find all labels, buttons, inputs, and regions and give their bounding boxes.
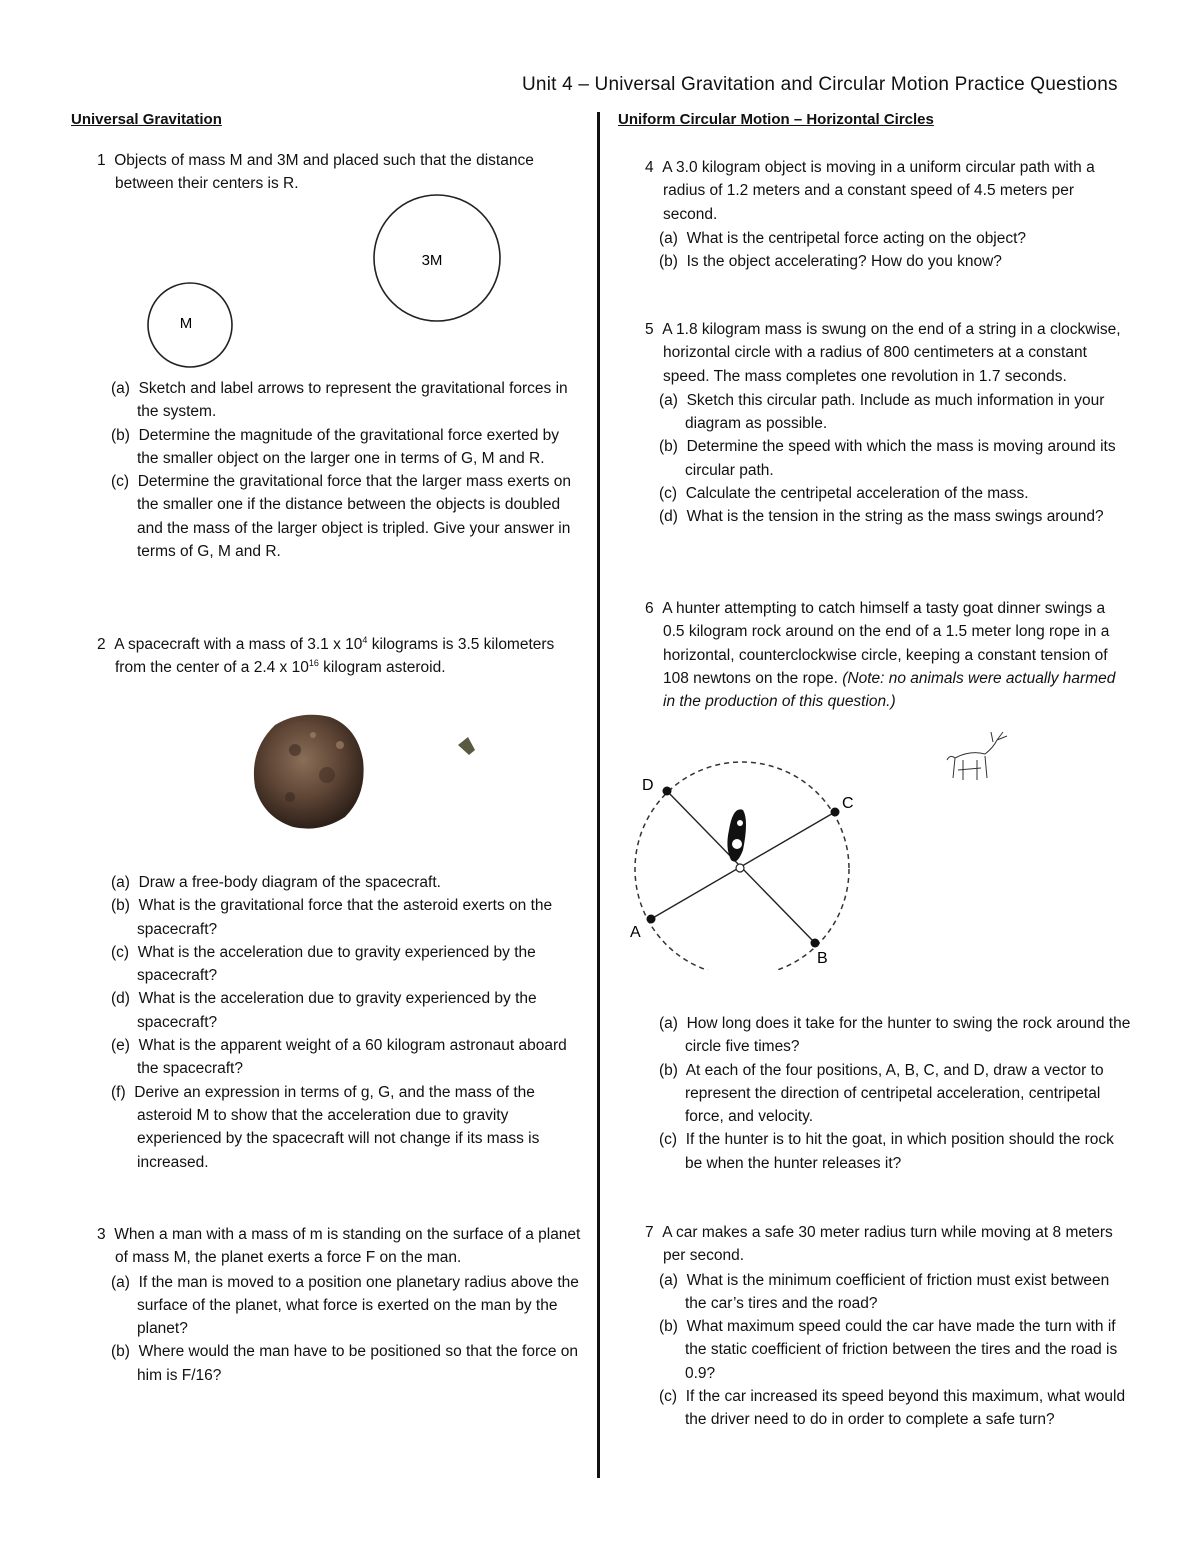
question-number: 7 bbox=[645, 1224, 654, 1241]
part-label: (c) bbox=[111, 943, 130, 961]
point-c-dot bbox=[831, 808, 840, 817]
question-number: 4 bbox=[645, 159, 654, 176]
large-mass-label: 3M bbox=[421, 252, 443, 269]
part-label: (e) bbox=[111, 1037, 130, 1055]
question-1-parts bbox=[99, 377, 581, 563]
part-label: (b) bbox=[659, 1318, 678, 1336]
part-label: (b) bbox=[111, 897, 130, 915]
spacecraft-image bbox=[458, 737, 475, 755]
part-label: (b) bbox=[659, 438, 678, 456]
point-b-dot bbox=[811, 939, 820, 948]
part-text: What is the gravitational force that the asteroid exerts on the spacecraft? bbox=[137, 897, 553, 938]
question-stem: A 1.8 kilogram mass is swung on the end of a string in a clockwise, horizontal circle with a radius of 800 centimeters at a constant speed. The mass completes one revolution in 1.7 seconds. bbox=[662, 321, 1121, 385]
exponent: 4 bbox=[362, 635, 368, 645]
point-a-label: A bbox=[630, 924, 641, 941]
part-label: (b) bbox=[659, 253, 678, 271]
question-number: 1 bbox=[97, 152, 106, 169]
point-d-dot bbox=[663, 787, 672, 796]
part-label: (a) bbox=[111, 380, 130, 397]
question-7 bbox=[645, 1221, 1133, 1432]
part-label: (a) bbox=[659, 391, 678, 409]
part-text: Draw a free-body diagram of the spacecraft. bbox=[138, 874, 441, 891]
section-heading-circular-motion: Uniform Circular Motion – Horizontal Circles bbox=[618, 111, 934, 128]
small-mass-label: M bbox=[179, 315, 193, 332]
circle-positions-diagram bbox=[625, 720, 1025, 970]
part-label: (c) bbox=[659, 1388, 678, 1406]
part-text: Determine the magnitude of the gravitational force exerted by the smaller object on the larger one in terms of G, M and R. bbox=[137, 426, 560, 467]
part-text: If the man is moved to a position one planetary radius above the surface of the planet, what force is exerted on the man by the planet? bbox=[137, 1273, 579, 1338]
part-label: (a) bbox=[111, 1273, 130, 1291]
part-label: (d) bbox=[111, 990, 130, 1008]
part-text: Where would the man have to be positioned so that the force on him is F/16? bbox=[137, 1343, 579, 1384]
part-text: Derive an expression in terms of g, G, and the mass of the asteroid M to show that the acceleration due to gravity experienced by the spacecraft will not change if its mass is increased. bbox=[134, 1083, 540, 1171]
part-text: Sketch and label arrows to represent the gravitational forces in the system. bbox=[137, 380, 568, 421]
section-heading-universal-gravitation: Universal Gravitation bbox=[71, 111, 222, 128]
question-stem: A spacecraft with a mass of 3.1 x 10 bbox=[114, 636, 363, 653]
part-text: What is the acceleration due to gravity experienced by the spacecraft? bbox=[137, 990, 537, 1031]
part-label: (d) bbox=[659, 508, 678, 526]
column-divider bbox=[597, 112, 600, 1478]
part-label: (c) bbox=[659, 485, 678, 503]
asteroid-spacecraft-figure bbox=[245, 705, 495, 840]
point-d-label: D bbox=[642, 777, 654, 794]
center-pivot bbox=[736, 864, 744, 872]
part-label: (a) bbox=[659, 1271, 678, 1289]
question-stem-cont: kilograms is 3.5 kilometers from the center of a 2.4 x 10 bbox=[115, 636, 555, 677]
part-label: (a) bbox=[111, 874, 130, 891]
question-stem: Objects of mass M and 3M and placed such that the distance between their centers is R. bbox=[114, 152, 534, 193]
part-text: What maximum speed could the car have made the turn with if the static coefficient of friction between the tires and the road is 0.9? bbox=[685, 1318, 1118, 1382]
part-text: Calculate the centripetal acceleration of the mass. bbox=[685, 485, 1029, 503]
part-label: (f) bbox=[111, 1083, 126, 1101]
part-text: What is the apparent weight of a 60 kilogram astronaut aboard the spacecraft? bbox=[137, 1037, 567, 1078]
part-text: At each of the four positions, A, B, C, and D, draw a vector to represent the direction of centripetal acceleration, centripetal force, and velocity. bbox=[685, 1061, 1104, 1126]
question-3 bbox=[97, 1223, 581, 1387]
point-c-label: C bbox=[842, 795, 854, 812]
question-6-parts bbox=[645, 1012, 1133, 1175]
part-text: What is the tension in the string as the mass swings around? bbox=[686, 508, 1104, 526]
question-4 bbox=[645, 156, 1130, 273]
goat-icon bbox=[947, 732, 1007, 780]
part-text: What is the centripetal force acting on the object? bbox=[686, 229, 1027, 247]
question-number: 6 bbox=[645, 600, 654, 617]
part-text: What is the acceleration due to gravity experienced by the spacecraft? bbox=[137, 943, 536, 985]
question-stem-end: kilogram asteroid. bbox=[318, 659, 446, 677]
question-number: 2 bbox=[97, 636, 106, 653]
part-text: Is the object accelerating? How do you know? bbox=[686, 253, 1002, 271]
question-stem: A hunter attempting to catch himself a tasty goat dinner swings a 0.5 kilogram rock around on the end of a 1.5 meter long rope in a horizontal, counterclockwise circle, keeping a constant tension of 108 newtons on the rope. bbox=[662, 600, 1110, 687]
hunter-icon bbox=[727, 809, 746, 861]
point-b-label: B bbox=[817, 950, 828, 967]
page-title: Unit 4 – Universal Gravitation and Circular Motion Practice Questions bbox=[522, 74, 1118, 95]
part-label: (b) bbox=[111, 1343, 130, 1361]
asteroid-image bbox=[254, 715, 364, 829]
question-2 bbox=[97, 633, 577, 681]
part-text: If the car increased its speed beyond this maximum, what would the driver need to do in order to complete a safe turn? bbox=[685, 1388, 1126, 1429]
part-text: How long does it take for the hunter to swing the rock around the circle five times? bbox=[685, 1015, 1131, 1056]
question-stem: When a man with a mass of m is standing on the surface of a planet of mass M, the planet exerts a force F on the man. bbox=[114, 1226, 581, 1267]
part-text: Sketch this circular path. Include as much information in your diagram as possible. bbox=[685, 391, 1105, 433]
question-stem: A car makes a safe 30 meter radius turn while moving at 8 meters per second. bbox=[662, 1224, 1113, 1265]
part-label: (a) bbox=[659, 229, 678, 247]
part-text: Determine the speed with which the mass is moving around its circular path. bbox=[685, 438, 1116, 479]
part-label: (c) bbox=[659, 1131, 678, 1149]
part-text: Determine the gravitational force that the larger mass exerts on the smaller one if the distance between the objects is doubled and the mass of the larger object is tripled. Give your answer in terms of G, M and R. bbox=[137, 473, 572, 561]
question-stem: A 3.0 kilogram object is moving in a uniform circular path with a radius of 1.2 meters and a constant speed of 4.5 meters per second. bbox=[662, 159, 1095, 223]
exponent: 16 bbox=[308, 658, 319, 669]
question-number: 5 bbox=[645, 321, 654, 338]
part-label: (c) bbox=[111, 473, 130, 491]
question-5 bbox=[645, 318, 1133, 529]
question-6 bbox=[645, 597, 1130, 714]
question-2-parts bbox=[99, 871, 581, 1174]
part-text: What is the minimum coefficient of friction must exist between the car’s tires and the road? bbox=[685, 1271, 1110, 1312]
part-label: (b) bbox=[111, 426, 130, 444]
question-note: (Note: no animals were actually harmed in the production of this question.) bbox=[663, 669, 1116, 711]
part-text: If the hunter is to hit the goat, in which position should the rock be when the hunter releases it? bbox=[685, 1131, 1114, 1172]
part-label: (b) bbox=[659, 1061, 678, 1079]
part-label: (a) bbox=[659, 1015, 678, 1032]
mass-circles-diagram bbox=[140, 190, 510, 370]
question-number: 3 bbox=[97, 1226, 106, 1243]
point-a-dot bbox=[647, 915, 656, 924]
